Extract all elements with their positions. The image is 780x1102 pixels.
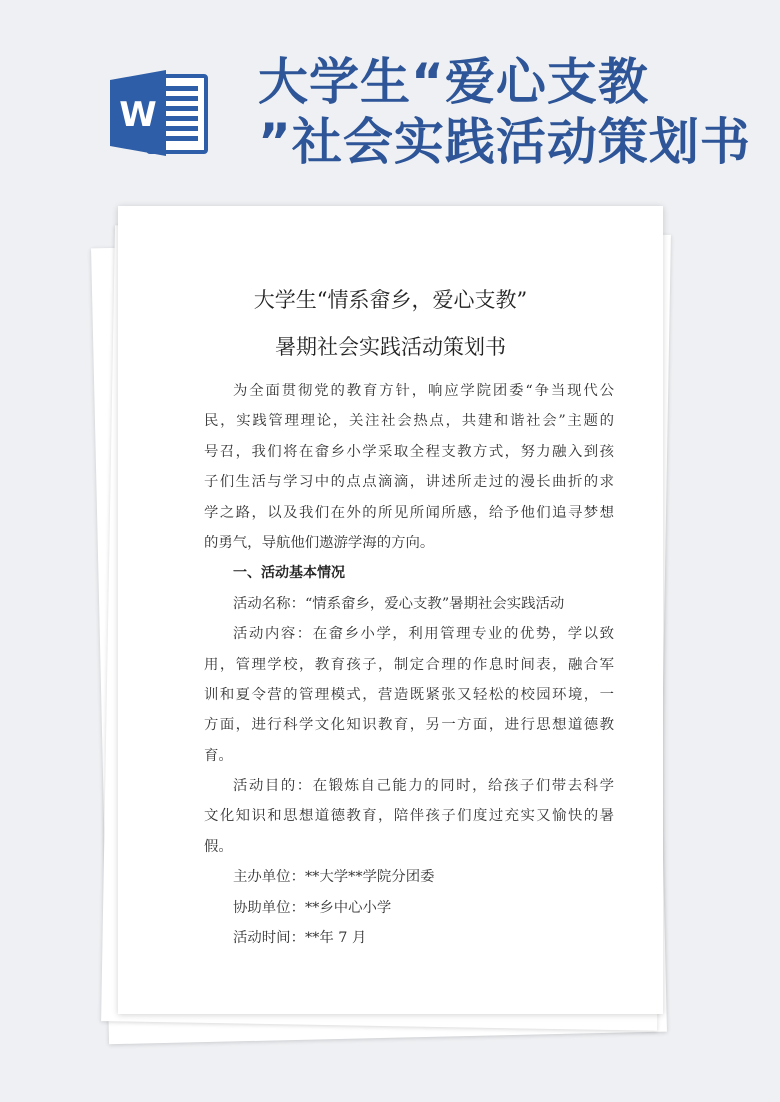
paragraph-line: 育。 — [204, 747, 233, 764]
paragraph-line: 的勇气，导航他们遨游学海的方向。 — [204, 534, 435, 551]
paragraph-line: 子们生活与学习中的点点滴滴，讲述所走过的漫长曲折的求 — [204, 474, 614, 491]
paragraph-line: 方面，进行科学文化知识教育，另一方面，进行思想道德教 — [204, 717, 614, 734]
paragraph-line: 为全面贯彻党的教育方针，响应学院团委“争当现代公 — [233, 383, 614, 399]
paragraph-line: 文化知识和思想道德教育，陪伴孩子们度过充实又愉快的暑 — [204, 808, 614, 825]
word-document-icon — [110, 70, 210, 156]
word-icon-letter: W — [119, 95, 157, 135]
header-title-line-2: ”社会实践活动策划书 — [258, 113, 751, 171]
paragraph-line: 学之路，以及我们在外的所见所闻所感，给予他们追寻梦想 — [204, 504, 614, 521]
document-page — [118, 206, 663, 1014]
section-heading: 一、活动基本情况 — [233, 565, 345, 582]
document-body — [204, 376, 614, 953]
paragraph-line: 活动内容：在畲乡小学，利用管理专业的优势，学以致 — [233, 626, 614, 643]
paragraph-line: 假。 — [204, 838, 233, 855]
header-title-line-1: 大学生“爱心支教 — [258, 53, 649, 111]
paragraph-line: 活动名称：“情系畲乡，爱心支教”暑期社会实践活动 — [233, 595, 565, 612]
paragraph-line: 活动时间：**年 7 月 — [233, 930, 367, 947]
paragraph-line: 主办单位：**大学**学院分团委 — [233, 869, 435, 886]
paragraph-line: 协助单位：**乡中心小学 — [233, 899, 392, 916]
paragraph-line: 训和夏令营的管理模式，营造既紧张又轻松的校园环境，一 — [204, 686, 614, 703]
document-title-line-1: 大学生“情系畲乡，爱心支教” — [253, 288, 528, 312]
paragraph-line: 民，实践管理理论，关注社会热点，共建和谐社会”主题的 — [204, 413, 614, 430]
header-title — [258, 52, 751, 172]
paragraph-line: 用，管理学校，教育孩子，制定合理的作息时间表，融合军 — [204, 656, 614, 673]
paragraph-line: 号召，我们将在畲乡小学采取全程支教方式，努力融入到孩 — [204, 443, 614, 460]
document-title-line-2: 暑期社会实践活动策划书 — [275, 335, 506, 359]
paragraph-line: 活动目的：在锻炼自己能力的同时，给孩子们带去科学 — [233, 778, 614, 795]
